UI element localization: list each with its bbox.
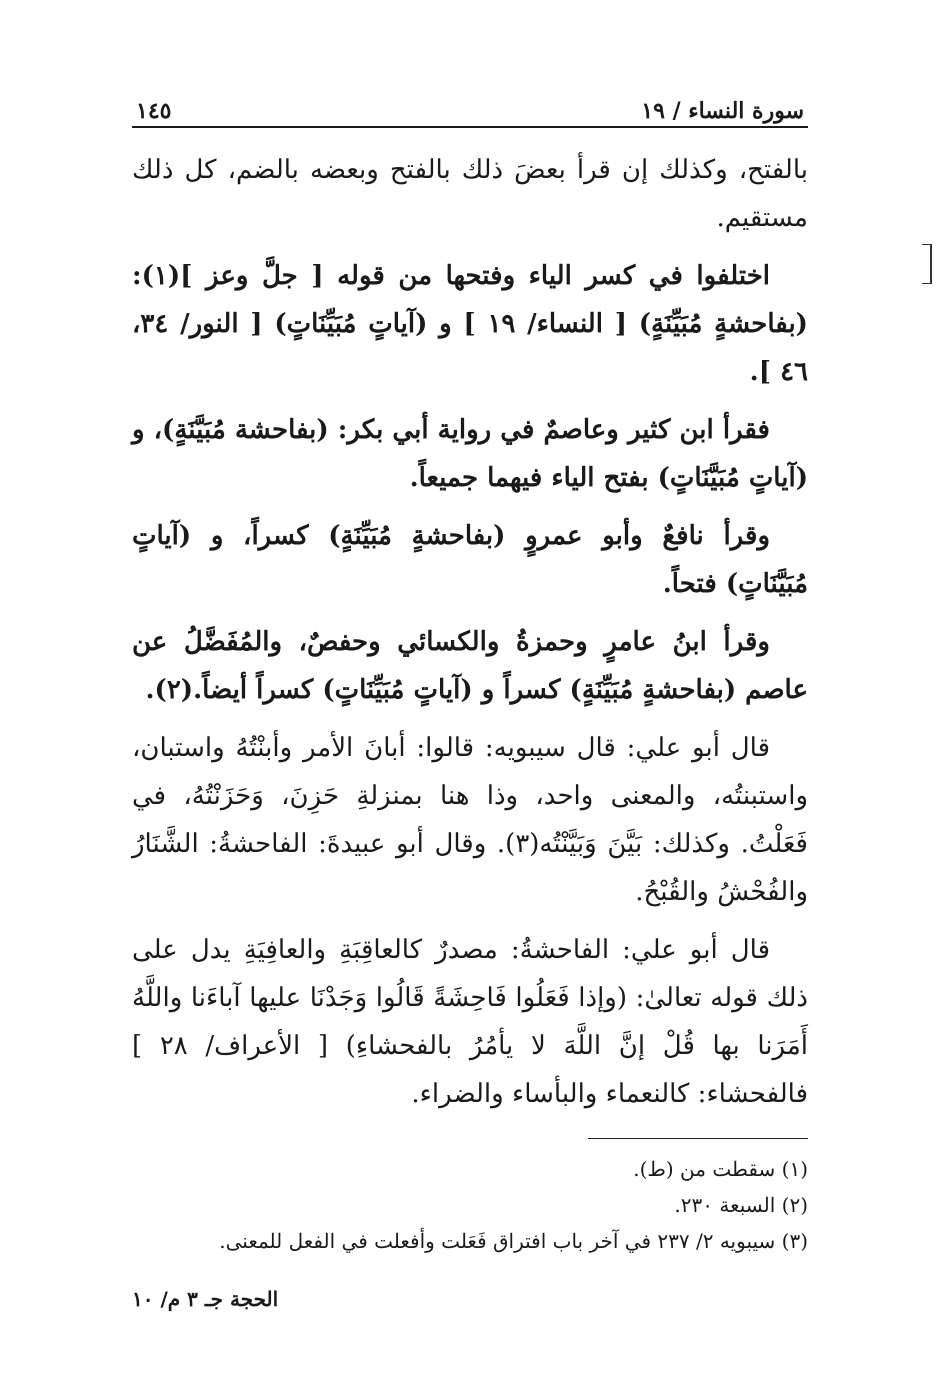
margin-bracket-mark [922, 244, 932, 284]
paragraph: بالفتح، وكذلك إن قرأ بعضَ ذلك بالفتح وبعضه بالضم، كل ذلك مستقيم. [132, 155, 808, 233]
page-number: ١٤٥ [136, 98, 172, 124]
body-text [132, 146, 808, 1118]
volume-signature: الحجة جـ ٣ م/ ١٠ [132, 1287, 279, 1311]
paragraph: قال أبو علي: الفاحشةُ: مصدرٌ كالعاقِبَةِ والعافِيَةِ يدل على ذلك قوله تعالىٰ: (وإذا فَعَلُوا فَاحِشَةً قَالُوا وَجَدْنَا عليها آباءَنا واللَّهُ أَمَرَنا بها قُلْ إنَّ اللَّهَ لا يأمُرُ بالفحشاءِ) [ الأعراف/ ٢٨ ] فالفحشاء: كالنعماء والبأساء والضراء. [132, 935, 808, 1109]
book-page [132, 92, 808, 1352]
running-header [132, 92, 808, 128]
footnote: (٢) السبعة ٢٣٠. [674, 1193, 808, 1217]
paragraph: اختلفوا في كسر الياء وفتحها من قوله [ جلَّ وعز ](١): (بفاحشةٍ مُبَيِّنَةٍ) [ النساء/ ١٩ ] و (آياتٍ مُبَيِّنَاتٍ) [ النور/ ٣٤، ٤٦ ]. [132, 261, 808, 387]
chapter-title: سورة النساء / ١٩ [641, 98, 804, 124]
paragraph: قال أبو علي: قال سيبويه: قالوا: أبانَ الأمر وأبنْتُهُ واستبان، واستبنتُه، والمعنى واحد، وذا هنا بمنزلةِ حَزِنَ، وَحَزَنْتُهُ، في فَعَلْتُ. وكذلك: بَيَّنَ وَبَيَّنْتُه(٣). وقال أبو عبيدةَ: الفاحشةُ: الشَّنَارُ والفُحْشُ والقُبْحُ. [132, 733, 808, 907]
footnote-divider [588, 1138, 808, 1139]
footnote: (٣) سيبويه ٢/ ٢٣٧ في آخر باب افتراق فَعَلت وأفعلت في الفعل للمعنى. [219, 1229, 808, 1253]
paragraph: وقرأ نافعٌ وأبو عمروٍ (بفاحشةٍ مُبَيِّنَةٍ) كسراً، و (آياتٍ مُبَيَّنَاتٍ) فتحاً. [132, 521, 808, 599]
paragraph: فقرأ ابن كثير وعاصمٌ في رواية أبي بكر: (بفاحشة مُبَيَّنَةٍ)، و (آياتٍ مُبَيَّنَاتٍ) بفتح الياء فيهما جميعاً. [132, 415, 808, 493]
footnotes [132, 1151, 808, 1259]
footnote: (١) سقطت من (ط). [633, 1157, 808, 1181]
paragraph: وقرأ ابنُ عامرٍ وحمزةُ والكسائي وحفصٌ، والمُفَضَّلُ عن عاصم (بفاحشةٍ مُبَيِّنَةٍ) كسراً و (آياتٍ مُبَيِّنَاتٍ) كسراً أيضاً.(٢). [132, 627, 808, 705]
